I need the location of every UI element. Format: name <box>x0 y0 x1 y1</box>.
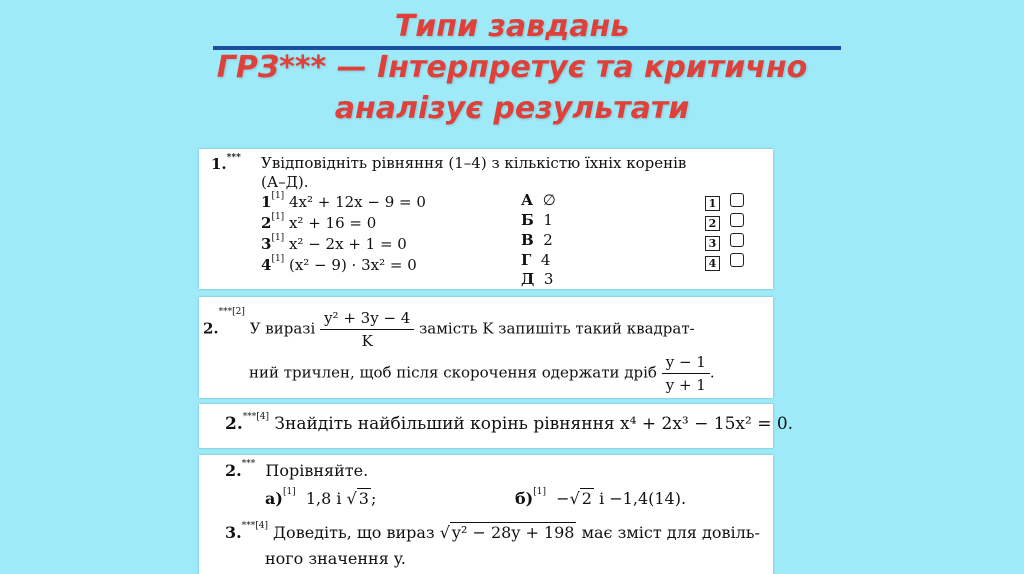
option-g: Г 4 <box>521 251 551 269</box>
task-2b-line: 2.$^{***[4]}$ Знайдіть найбільший корінь рівняння x⁴ + 2x³ − 15x² = 0. <box>225 412 794 434</box>
equation-4: 4[1] (x² − 9) · 3x² = 0 <box>261 254 417 274</box>
task-2b-card <box>199 404 794 448</box>
task-2c-part-b: б)[1] −√ 2 і −1,4(14). <box>515 487 687 508</box>
task-3-line-2: ного значення y. <box>265 549 406 568</box>
task-2a-line-2: ний тричлен, щоб після скорочення одержати дріб $\frac{y - 1}{y + 1}$ . <box>249 353 715 394</box>
title-line-3: аналізує результати <box>334 91 690 126</box>
task-2a-card <box>199 297 773 398</box>
title-line-2: ГРЗ*** — Інтерпретує та критично <box>216 50 808 85</box>
answer-box-4[interactable] <box>730 253 744 267</box>
task-2c-part-a: а)[1] 1,8 і √ 3 ; <box>265 487 377 508</box>
task-2a-line-1: 2.$^{***[2]}$ У виразі $\frac{\text{y² + 3y − 4}}{K}$ замість K запишіть такий квадрат- <box>203 307 695 350</box>
task-2a-result-fraction: $\frac{y - 1}{y + 1}$ <box>662 353 710 394</box>
task-1-prompt-line-1: Увідповідніть рівняння (1–4) з кількістю їхніх коренів <box>261 154 687 172</box>
answer-box-1[interactable] <box>730 193 744 207</box>
answer-row-4: 4 <box>705 253 744 271</box>
task-1-card <box>199 149 773 289</box>
answer-row-2: 2 <box>705 213 744 231</box>
task-2a-fraction: $\frac{\text{y² + 3y − 4}}{K}$ <box>320 309 414 350</box>
equation-3: 3[1] x² − 2x + 1 = 0 <box>261 233 407 253</box>
option-a: А ∅ <box>521 191 556 209</box>
option-d: Д 3 <box>521 270 554 288</box>
slide-title <box>0 6 1024 129</box>
answer-box-2[interactable] <box>730 213 744 227</box>
title-line-1: Типи завдань <box>394 9 630 44</box>
answer-row-1: 1 <box>705 193 744 211</box>
option-b: Б 1 <box>521 211 553 229</box>
task-2c-3-card <box>199 455 773 574</box>
option-v: В 2 <box>521 231 553 249</box>
task-3-line-1: 3.$^{***[4]}$ Доведіть, що вираз √ y² − 28y + 198 має зміст для довіль- <box>225 521 760 542</box>
task-2c-heading: 2.*** Порівняйте. <box>225 459 369 480</box>
answer-box-3[interactable] <box>730 233 744 247</box>
answer-row-3: 3 <box>705 233 744 251</box>
task-1-prompt-line-2: (А–Д). <box>261 173 309 191</box>
title-underline <box>213 46 841 50</box>
equation-1: 1[1] 4x² + 12x − 9 = 0 <box>261 191 426 211</box>
task-1-number: 1.*** <box>211 153 241 173</box>
equation-2: 2[1] x² + 16 = 0 <box>261 212 377 232</box>
